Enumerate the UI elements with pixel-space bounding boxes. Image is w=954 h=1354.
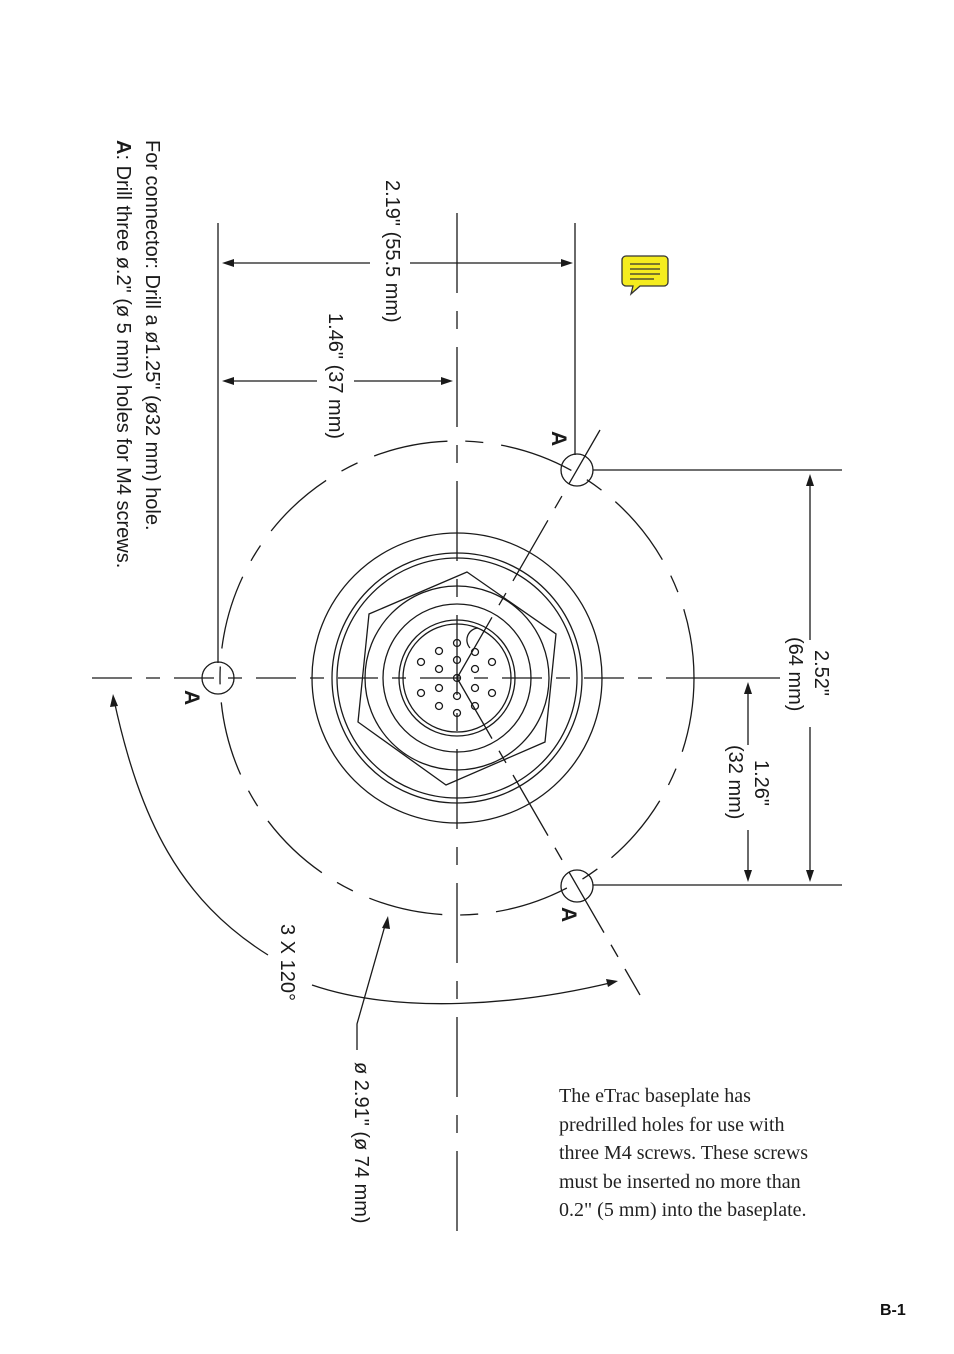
angle-label: 3 X 120° (276, 924, 298, 1001)
angle-arc-left (114, 700, 268, 955)
comment-note-icon[interactable] (620, 254, 670, 296)
caption-line: three M4 screws. These screws (559, 1142, 808, 1164)
hole-label-bottom: A (557, 907, 580, 923)
radial-line-upper (457, 430, 600, 678)
dimension-label-32mm-unit: (32 mm) (724, 745, 746, 820)
dimension-label-32mm-value: 1.26" (750, 760, 772, 807)
hole-label-left: A (180, 690, 203, 706)
dimension-label-64mm-value: 2.52" (810, 650, 832, 697)
caption-line: The eTrac baseplate has (559, 1085, 751, 1107)
caption-text (559, 1082, 859, 1225)
dimension-label-37mm: 1.46" (37 mm) (324, 313, 346, 440)
instruction-line-2 (111, 140, 134, 568)
caption-line: must be inserted no more than (559, 1170, 801, 1193)
instruction-connector-text: For connector: Drill a ø1.25" (ø32 mm) hole. (141, 140, 163, 531)
caption-line: predrilled holes for use with (559, 1113, 785, 1136)
radial-line-lower (457, 678, 640, 995)
caption-line: 0.2" (5 mm) into the baseplate. (559, 1199, 807, 1221)
diameter-label: ø 2.91" (ø 74 mm) (350, 1062, 372, 1224)
instruction-line-1 (140, 140, 163, 531)
page-number: B-1 (880, 1302, 906, 1319)
dimension-label-55mm: 2.19" (55.5 mm) (381, 180, 403, 323)
instruction-a-marker: A (112, 140, 134, 155)
diameter-leader (357, 922, 386, 1050)
hole-label-top: A (547, 431, 570, 447)
instruction-screw-text: : Drill three ø.2" (ø 5 mm) holes for M4 screws. (112, 154, 134, 569)
angle-arc-bottom (312, 982, 614, 1004)
dimension-label-64mm-unit: (64 mm) (784, 637, 806, 712)
